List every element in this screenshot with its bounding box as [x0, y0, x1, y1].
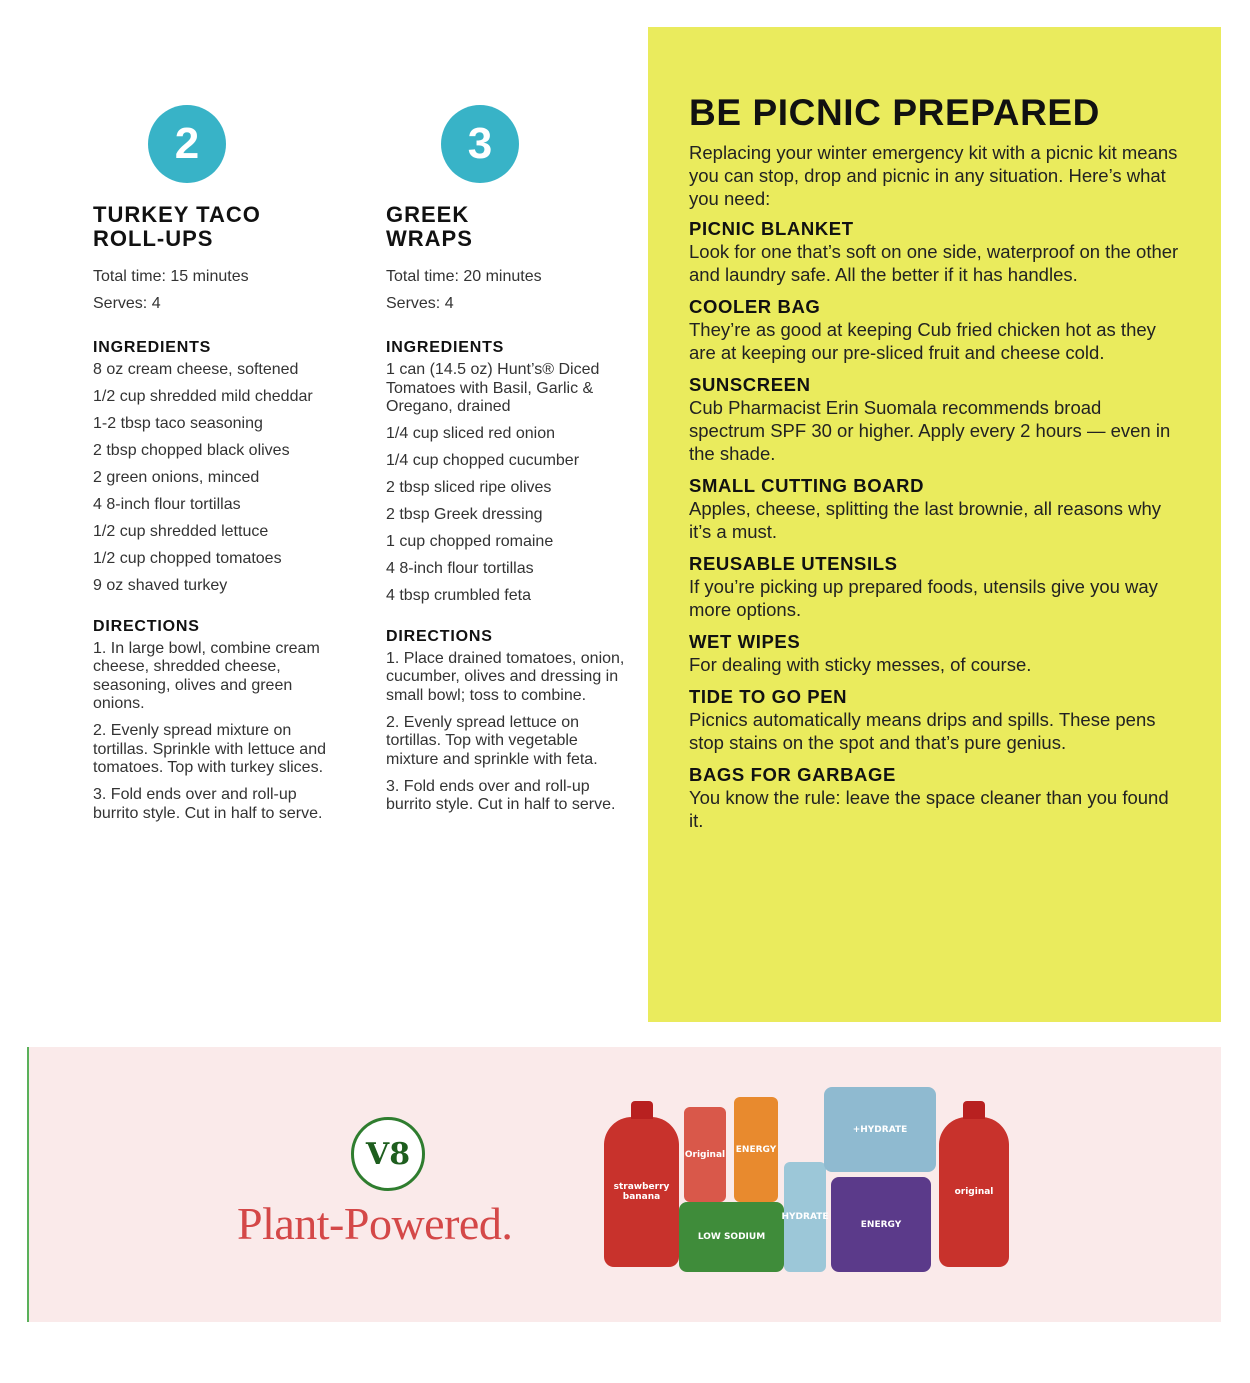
- product-bottle-strawberry-banana: strawberry banana: [604, 1117, 679, 1267]
- tip-heading: TIDE TO GO PEN: [689, 686, 848, 707]
- product-can-energy: ENERGY: [734, 1097, 778, 1202]
- ad-tagline: Plant-Powered.: [237, 1198, 513, 1249]
- list-item: 8 oz cream cheese, softened: [93, 361, 299, 378]
- list-item: 2. Evenly spread lettuce on tortillas. Top with vegetable mixture and sprinkle with feta.: [386, 713, 598, 768]
- tip-heading: SUNSCREEN: [689, 374, 811, 395]
- list-item: 1/4 cup sliced red onion: [386, 425, 555, 442]
- directions-list: [93, 640, 343, 824]
- directions-heading: DIRECTIONS: [93, 617, 200, 635]
- recipe-serves: Serves: 4: [93, 295, 161, 312]
- recipe-total-time: Total time: 15 minutes: [93, 268, 249, 285]
- tip-text: You know the rule: leave the space cleaner than you found it.: [689, 787, 1169, 831]
- recipe-title: GREEK WRAPS: [386, 202, 473, 251]
- tip-text: Apples, cheese, splitting the last brownie, all reasons why it’s a must.: [689, 498, 1162, 542]
- product-can-hydrate: HYDRATE: [784, 1162, 826, 1272]
- list-item: 2 tbsp Greek dressing: [386, 506, 543, 523]
- recipe-number-badge: 2: [148, 105, 226, 183]
- recipe-greek-wraps: [386, 105, 631, 823]
- list-item: 1/2 cup shredded mild cheddar: [93, 388, 313, 405]
- list-item: 1/2 cup shredded lettuce: [93, 523, 269, 540]
- tip-heading: BAGS FOR GARBAGE: [689, 764, 896, 785]
- list-item: 3. Fold ends over and roll-up burrito style. Cut in half to serve.: [93, 786, 323, 822]
- list-item: 1/2 cup chopped tomatoes: [93, 550, 282, 567]
- list-item: 2 tbsp chopped black olives: [93, 442, 290, 459]
- picnic-title: BE PICNIC PREPARED: [689, 92, 1101, 133]
- product-bottle-original: original: [939, 1117, 1009, 1267]
- v8-advertisement: [27, 1047, 1221, 1322]
- recipe-turkey-taco: [93, 105, 343, 832]
- ingredients-heading: INGREDIENTS: [386, 339, 505, 356]
- product-pack-low-sodium: LOW SODIUM: [679, 1202, 784, 1272]
- directions-list: [386, 650, 631, 815]
- list-item: 4 8-inch flour tortillas: [386, 560, 534, 577]
- tip-text: They’re as good at keeping Cub fried chicken hot as they are at keeping our pre-sliced fruit and cheese cold.: [689, 319, 1156, 363]
- ingredients-list: [386, 361, 631, 606]
- v8-logo: V8: [351, 1117, 425, 1191]
- product-can-original: Original: [684, 1107, 726, 1202]
- tip-text: For dealing with sticky messes, of course.: [689, 654, 1032, 675]
- list-item: 1. Place drained tomatoes, onion, cucumber, olives and dressing in small bowl; toss to combine.: [386, 649, 625, 704]
- list-item: 1 can (14.5 oz) Hunt’s® Diced Tomatoes with Basil, Garlic & Oregano, drained: [386, 361, 600, 415]
- tip-heading: COOLER BAG: [689, 296, 821, 317]
- picnic-intro: Replacing your winter emergency kit with a picnic kit means you can stop, drop and picnic in any situation. Here’s what you need:: [689, 142, 1178, 209]
- ingredients-list: [93, 361, 343, 596]
- picnic-tip: [689, 686, 1181, 754]
- recipe-number-badge: 3: [441, 105, 519, 183]
- picnic-tip: [689, 553, 1181, 621]
- picnic-tip: [689, 218, 1181, 286]
- picnic-tip: [689, 764, 1181, 832]
- list-item: 1-2 tbsp taco seasoning: [93, 415, 263, 432]
- tip-text: Picnics automatically means drips and spills. These pens stop stains on the spot and that’s pure genius.: [689, 709, 1156, 753]
- product-pack-hydrate: +HYDRATE: [824, 1087, 936, 1172]
- list-item: 9 oz shaved turkey: [93, 577, 228, 594]
- tip-heading: SMALL CUTTING BOARD: [689, 475, 925, 496]
- directions-heading: DIRECTIONS: [386, 627, 493, 645]
- tip-heading: PICNIC BLANKET: [689, 218, 854, 239]
- picnic-tip: [689, 374, 1181, 465]
- list-item: 2. Evenly spread mixture on tortillas. Sprinkle with lettuce and tomatoes. Top with turkey slices.: [93, 722, 326, 776]
- tip-heading: REUSABLE UTENSILS: [689, 553, 898, 574]
- list-item: 3. Fold ends over and roll-up burrito style. Cut in half to serve.: [386, 777, 616, 813]
- tip-text: Cub Pharmacist Erin Suomala recommends broad spectrum SPF 30 or higher. Apply every 2 hours — even in the shade.: [689, 397, 1171, 464]
- recipe-total-time: Total time: 20 minutes: [386, 268, 542, 285]
- picnic-tip: [689, 296, 1181, 364]
- picnic-panel: [648, 27, 1221, 1022]
- list-item: 1/4 cup chopped cucumber: [386, 452, 580, 469]
- list-item: 1 cup chopped romaine: [386, 533, 554, 550]
- recipe-title: TURKEY TACO ROLL-UPS: [93, 202, 261, 251]
- list-item: 2 green onions, minced: [93, 469, 260, 486]
- tip-text: Look for one that’s soft on one side, waterproof on the other and laundry safe. All the better if it has handles.: [689, 241, 1179, 285]
- picnic-tip: [689, 631, 1181, 676]
- tip-text: If you’re picking up prepared foods, utensils give you way more options.: [689, 576, 1158, 620]
- list-item: 4 tbsp crumbled feta: [386, 587, 531, 604]
- ingredients-heading: INGREDIENTS: [93, 339, 212, 356]
- product-pack-energy: ENERGY: [831, 1177, 931, 1272]
- list-item: 2 tbsp sliced ripe olives: [386, 479, 552, 496]
- product-lineup: [569, 1082, 1009, 1287]
- recipe-serves: Serves: 4: [386, 295, 454, 312]
- list-item: 1. In large bowl, combine cream cheese, shredded cheese, seasoning, olives and green onions.: [93, 639, 320, 712]
- list-item: 4 8-inch flour tortillas: [93, 496, 241, 513]
- tip-heading: WET WIPES: [689, 631, 801, 652]
- picnic-tip: [689, 475, 1181, 543]
